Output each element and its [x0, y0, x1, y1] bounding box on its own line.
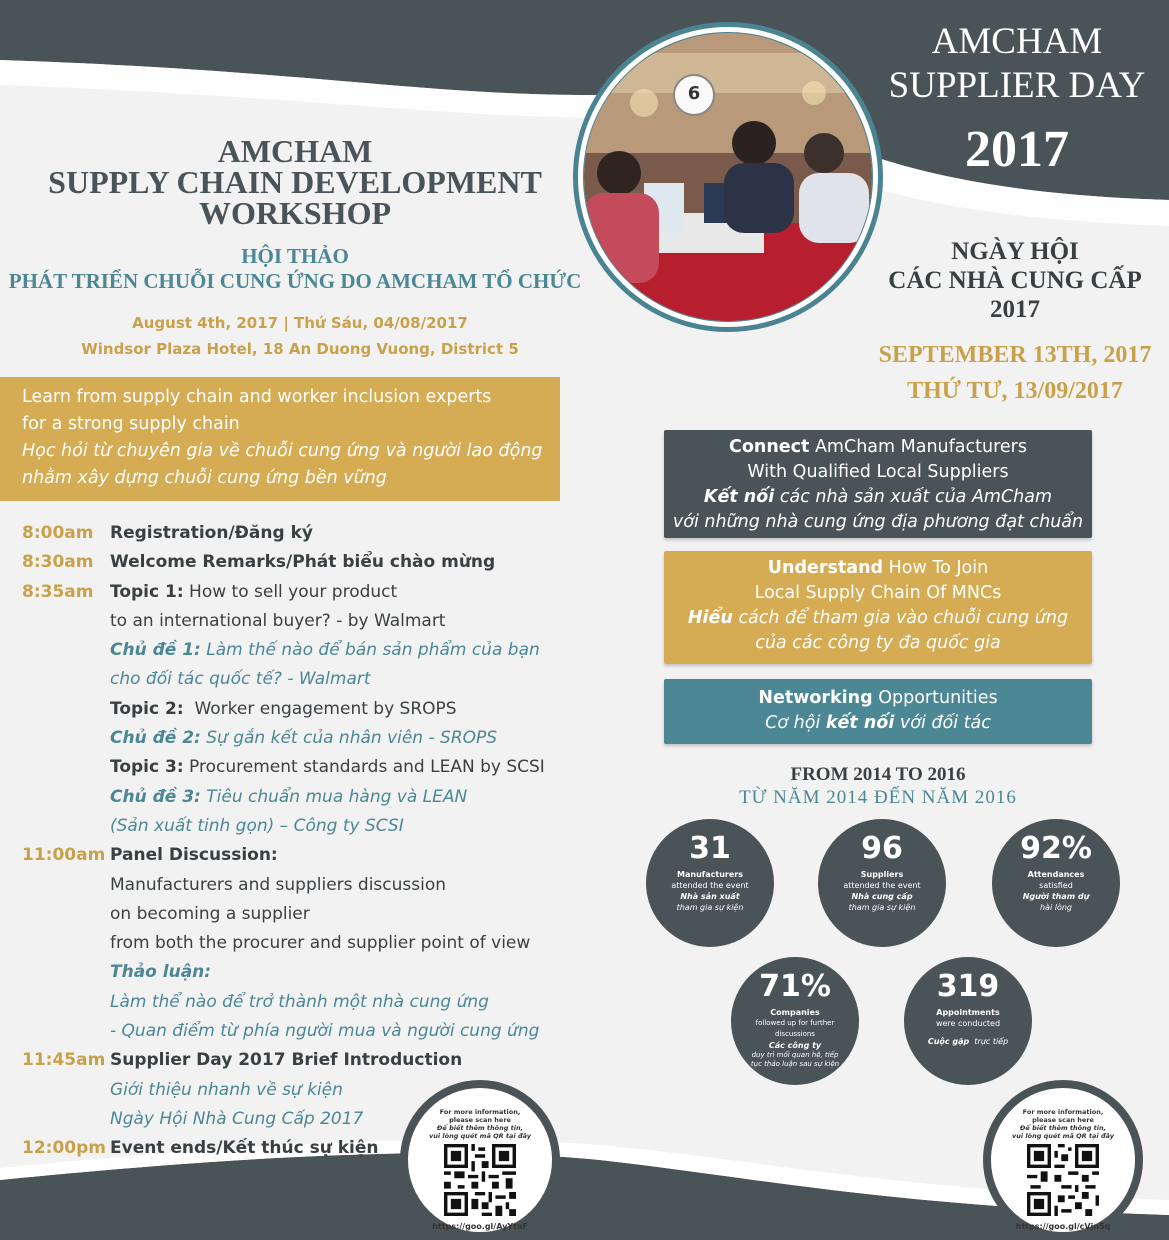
- workshop-vn-line-1: HỘI THẢO: [241, 244, 349, 268]
- stat-label: Companies: [770, 1008, 820, 1017]
- supplier-day-date-vn: THỨ TƯ, 13/09/2017: [907, 378, 1123, 404]
- agenda-time: 8:30am: [22, 552, 94, 573]
- topic-text: to an international buyer? - by Walmart: [110, 610, 446, 631]
- workshop-title-line-3: WORKSHOP: [198, 195, 391, 231]
- agenda-time: 8:00am: [22, 523, 94, 543]
- stat-label: Attendances: [1027, 870, 1085, 879]
- stat-label: were conducted: [935, 1019, 1001, 1028]
- agenda-topics: [110, 578, 582, 842]
- networking-box-bold: Networking: [758, 688, 873, 708]
- supplier-day-vn: [860, 237, 1169, 324]
- stat-label-vn: duy trì mối quan hệ, tiếp tục thảo luận sau sự kiện: [750, 1051, 840, 1068]
- agenda: [22, 519, 582, 1164]
- stat-label-vn: Nhà sản xuất: [680, 892, 740, 901]
- photo-ring: [578, 27, 878, 327]
- understand-box-text: Local Supply Chain Of MNCs: [754, 583, 1002, 603]
- networking-box-text: Opportunities: [872, 688, 998, 708]
- stat-number: 96: [861, 831, 903, 866]
- agenda-time: 8:35am: [22, 581, 94, 602]
- stat-label-vn: tham gia sự kiện: [676, 903, 744, 912]
- topic-vn-text: Làm thế nào để bán sản phẩm của bạn: [200, 640, 540, 661]
- qr-info: please scan here: [1032, 1116, 1094, 1124]
- workshop-title-line-1: AMCHAM: [217, 133, 373, 169]
- stat-label: attended the event: [843, 881, 921, 890]
- topic-label: Topic 3:: [110, 757, 184, 778]
- topic-text: How to sell your product: [183, 581, 398, 602]
- supplier-day-date-en: SEPTEMBER 13TH, 2017: [878, 342, 1152, 368]
- workshop-date-venue: [0, 310, 600, 362]
- agenda-row: [22, 578, 582, 842]
- networking-box-vn-bold: kết nối: [825, 713, 895, 733]
- stat-number: 92%: [1020, 831, 1092, 866]
- stat-label: followed up for further discussions: [755, 1019, 835, 1038]
- topic-vn-text: Sự gắn kết của nhân viên - SROPS: [200, 728, 498, 749]
- agenda-time: 11:00am: [22, 845, 106, 866]
- networking-box-vn-text: Cơ hội: [765, 713, 826, 733]
- topic-label: Topic 1:: [110, 581, 184, 602]
- stat-label-vn: Các công ty: [768, 1041, 822, 1050]
- stat-label-vn: trực tiếp: [974, 1037, 1009, 1046]
- stats-heading: FROM 2014 TO 2016: [790, 764, 966, 785]
- agenda-row: [22, 548, 582, 577]
- qr-info: please scan here: [449, 1116, 511, 1124]
- understand-box-text: How To Join: [883, 558, 989, 578]
- qr-info-vn: vui lòng quét mã QR tại đây: [429, 1132, 531, 1140]
- banner-vn-line-2: nhằm xây dựng chuỗi cung ứng bền vững: [22, 468, 387, 488]
- stat-label: attended the event: [671, 881, 749, 890]
- topic-vn-label: Chủ đề 1:: [110, 640, 201, 661]
- stat-label: Suppliers: [860, 870, 904, 879]
- stat-circle: [818, 819, 946, 947]
- qr-code-icon[interactable]: [441, 1144, 519, 1216]
- qr-url[interactable]: https://goo.gl/cVjn5q: [1015, 1222, 1111, 1231]
- topic-vn-text: (Sản xuất tinh gọn) – Công ty SCSI: [110, 815, 404, 836]
- qr-url[interactable]: https://goo.gl/AyYtaF: [432, 1222, 528, 1231]
- agenda-time: 11:45am: [22, 1050, 106, 1071]
- supplier-day-year: 2017: [965, 121, 1069, 178]
- intro-vn-text: Ngày Hội Nhà Cung Cấp 2017: [110, 1108, 364, 1129]
- qr-left[interactable]: [400, 1080, 560, 1240]
- banner-en-line-1: Learn from supply chain and worker inclusion experts: [22, 387, 492, 407]
- qr-info-vn: Để biết thêm thông tin,: [436, 1124, 524, 1132]
- stat-label: Manufacturers: [677, 870, 743, 879]
- intro-vn-text: Giới thiệu nhanh về sự kiện: [110, 1079, 343, 1100]
- panel-title: Panel Discussion:: [110, 845, 278, 866]
- qr-info: For more information,: [439, 1108, 521, 1116]
- topic-vn-label: Chủ đề 2:: [110, 728, 201, 749]
- understand-box-vn-text: cách để tham gia vào chuỗi cung ứng: [732, 608, 1069, 628]
- networking-box-vn-text: với đối tác: [894, 713, 991, 733]
- panel-vn-text: - Quan điểm từ phía người mua và người cung ứng: [110, 1021, 540, 1042]
- understand-box-vn-text: của các công ty đa quốc gia: [755, 633, 1001, 653]
- banner-en-line-2: for a strong supply chain: [22, 414, 240, 434]
- topic-text: Procurement standards and LEAN by SCSI: [183, 757, 545, 778]
- agenda-item: Event ends/Kết thúc sự kiện: [110, 1138, 379, 1159]
- connect-box-text: AmCham Manufacturers: [809, 437, 1027, 457]
- understand-box-bold: Understand: [767, 558, 884, 578]
- supplier-day-date: [860, 337, 1169, 409]
- connect-box-text: With Qualified Local Suppliers: [747, 462, 1009, 482]
- panel-text: Manufacturers and suppliers discussion: [110, 874, 447, 895]
- connect-box-vn-bold: Kết nối: [703, 487, 775, 507]
- intro-title: Supplier Day 2017 Brief Introduction: [110, 1050, 463, 1071]
- panel-vn-text: Làm thể nào để trở thành một nhà cung ứng: [110, 991, 489, 1012]
- topic-text: Worker engagement by SROPS: [183, 698, 457, 719]
- qr-info: For more information,: [1022, 1108, 1104, 1116]
- stat-circle: [904, 957, 1032, 1085]
- table-number: 6: [687, 83, 701, 104]
- supplier-day-title-line-1: AMCHAM: [931, 21, 1103, 62]
- panel-text: on becoming a supplier: [110, 903, 310, 924]
- agenda-time: 12:00pm: [22, 1138, 106, 1159]
- workshop-vn-line-2: PHÁT TRIỂN CHUỖI CUNG ỨNG DO AMCHAM TỔ CHỨC: [8, 269, 582, 293]
- understand-box: [664, 551, 1092, 664]
- stat-circle: [992, 819, 1120, 947]
- connect-box: [664, 430, 1092, 538]
- workshop-title: [0, 133, 590, 231]
- supplier-day-vn-line-3: 2017: [990, 296, 1040, 323]
- stat-number: 31: [689, 831, 731, 866]
- topic-label: Topic 2:: [110, 698, 184, 719]
- connect-box-vn-text: với những nhà cung ứng địa phương đạt chuẩn: [672, 512, 1084, 532]
- stat-label-vn: Người tham dự: [1022, 892, 1090, 901]
- learn-banner: [0, 377, 560, 501]
- qr-right[interactable]: [983, 1080, 1143, 1240]
- supplier-day-title: [865, 20, 1169, 108]
- agenda-item: Welcome Remarks/Phát biểu chào mừng: [110, 552, 496, 573]
- panel-text: from both the procurer and supplier point of view: [110, 933, 531, 954]
- qr-info-vn: Để biết thêm thông tin,: [1019, 1124, 1107, 1132]
- qr-code-icon[interactable]: [1024, 1144, 1102, 1216]
- stat-label-vn: Cuộc gặp: [927, 1037, 970, 1046]
- topic-vn-text: Tiêu chuẩn mua hàng và LEAN: [200, 786, 468, 807]
- connect-box-vn-text: các nhà sản xuất của AmCham: [774, 487, 1053, 507]
- networking-box: [664, 679, 1092, 744]
- stat-label-vn: hài lòng: [1039, 903, 1072, 912]
- agenda-item: Registration/Đăng ký: [110, 523, 313, 543]
- workshop-title-line-2: SUPPLY CHAIN DEVELOPMENT: [48, 164, 542, 200]
- stat-label-vn: tham gia sự kiện: [848, 903, 916, 912]
- supplier-day-vn-line-2: CÁC NHÀ CUNG CẤP: [888, 267, 1142, 294]
- panel-block: [110, 841, 582, 1046]
- stats-heading-vn: TỪ NĂM 2014 ĐẾN NĂM 2016: [739, 787, 1017, 808]
- stat-label: Appointments: [936, 1008, 1000, 1017]
- agenda-row: [22, 519, 582, 548]
- stat-number: 71%: [759, 969, 831, 1004]
- workshop-date: August 4th, 2017 | Thứ Sáu, 04/08/2017: [132, 314, 468, 332]
- understand-box-vn-bold: Hiểu: [687, 608, 733, 628]
- workshop-venue: Windsor Plaza Hotel, 18 An Duong Vuong, District 5: [81, 340, 519, 358]
- stat-label: satisfied: [1039, 881, 1073, 890]
- panel-vn-title: Thảo luận:: [110, 962, 212, 983]
- topic-vn-text: cho đối tác quốc tế? - Walmart: [110, 669, 371, 690]
- agenda-row: [22, 841, 582, 1046]
- supplier-day-title-line-2: SUPPLIER DAY: [888, 65, 1146, 106]
- topic-vn-label: Chủ đề 3:: [110, 786, 201, 807]
- stat-circle: [646, 819, 774, 947]
- workshop-title-vn: [0, 244, 590, 294]
- qr-info-vn: vui lòng quét mã QR tại đây: [1012, 1132, 1114, 1140]
- stat-label-vn: Nhà cung cấp: [851, 892, 913, 901]
- stat-circle: [731, 957, 859, 1085]
- supplier-day-vn-line-1: NGÀY HỘI: [951, 238, 1079, 265]
- banner-vn-line-1: Học hỏi từ chuyên gia về chuỗi cung ứng và người lao động: [22, 441, 543, 461]
- stat-number: 319: [936, 969, 1000, 1004]
- connect-box-bold: Connect: [729, 437, 810, 457]
